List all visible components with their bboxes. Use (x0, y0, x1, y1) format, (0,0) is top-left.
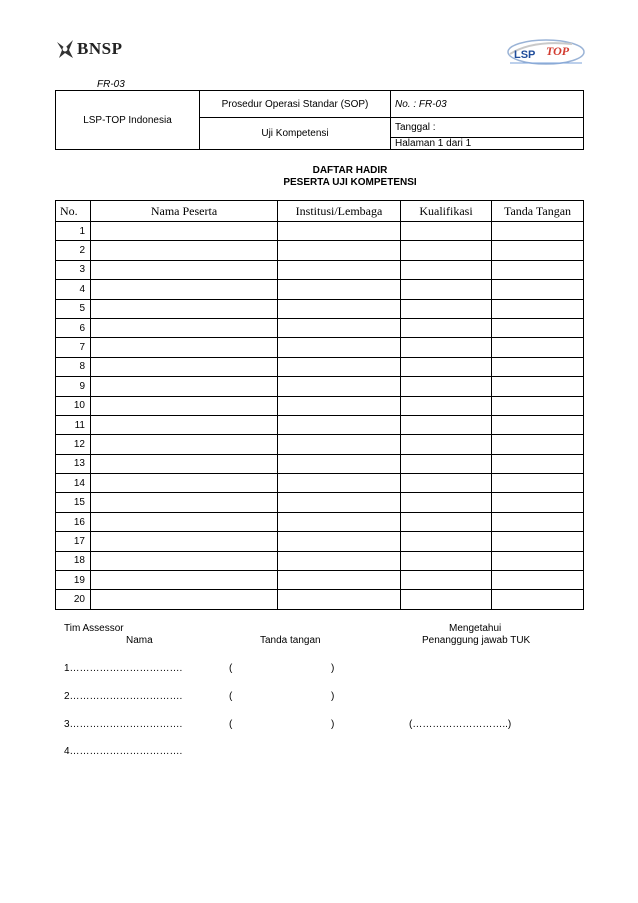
row-number: 5 (56, 299, 91, 318)
table-row (56, 357, 584, 376)
assessor-3-open: ( (229, 719, 233, 730)
cell-nama[interactable] (91, 280, 278, 299)
cell-institusi[interactable] (278, 222, 401, 241)
cell-institusi[interactable] (278, 590, 401, 609)
cell-kualifikasi[interactable] (401, 571, 492, 590)
table-row (56, 241, 584, 260)
cell-nama[interactable] (91, 241, 278, 260)
cell-tanda-tangan[interactable] (492, 551, 584, 570)
table-row (56, 222, 584, 241)
cell-tanda-tangan[interactable] (492, 338, 584, 357)
cell-nama[interactable] (91, 474, 278, 493)
cell-tanda-tangan[interactable] (492, 396, 584, 415)
cell-institusi[interactable] (278, 299, 401, 318)
cell-kualifikasi[interactable] (401, 338, 492, 357)
cell-kualifikasi[interactable] (401, 474, 492, 493)
cell-institusi[interactable] (278, 551, 401, 570)
table-row (56, 435, 584, 454)
cell-kualifikasi[interactable] (401, 532, 492, 551)
cell-institusi[interactable] (278, 415, 401, 434)
cell-institusi[interactable] (278, 241, 401, 260)
cell-tanda-tangan[interactable] (492, 512, 584, 531)
row-number: 17 (56, 532, 91, 551)
table-row (56, 551, 584, 570)
cell-kualifikasi[interactable] (401, 299, 492, 318)
tim-assessor-label: Tim Assessor (64, 623, 124, 634)
halaman-label: Halaman 1 dari 1 (391, 138, 584, 150)
mengetahui-label: Mengetahui (449, 623, 502, 634)
row-number: 2 (56, 241, 91, 260)
form-code: FR-03 (97, 79, 125, 90)
col-institusi: Institusi/Lembaga (278, 201, 401, 222)
cell-nama[interactable] (91, 318, 278, 337)
top-logo-text: TOP (546, 44, 570, 58)
cell-kualifikasi[interactable] (401, 396, 492, 415)
cell-kualifikasi[interactable] (401, 512, 492, 531)
cell-nama[interactable] (91, 260, 278, 279)
table-row (56, 493, 584, 512)
table-row (56, 415, 584, 434)
cell-institusi[interactable] (278, 532, 401, 551)
lsp-top-logo (502, 36, 586, 68)
row-number: 8 (56, 357, 91, 376)
cell-institusi[interactable] (278, 493, 401, 512)
cell-tanda-tangan[interactable] (492, 435, 584, 454)
row-number: 20 (56, 590, 91, 609)
subject-label: Uji Kompetensi (200, 118, 391, 150)
tanda-tangan-label: Tanda tangan (260, 635, 321, 646)
row-number: 3 (56, 260, 91, 279)
cell-nama[interactable] (91, 357, 278, 376)
row-number: 4 (56, 280, 91, 299)
cell-institusi[interactable] (278, 435, 401, 454)
cell-nama[interactable] (91, 493, 278, 512)
assessor-3-name: 3……………………………. (64, 719, 183, 730)
cell-tanda-tangan[interactable] (492, 318, 584, 337)
cell-institusi[interactable] (278, 474, 401, 493)
table-row (56, 260, 584, 279)
cell-nama[interactable] (91, 571, 278, 590)
cell-institusi[interactable] (278, 260, 401, 279)
cell-nama[interactable] (91, 532, 278, 551)
sop-label: Prosedur Operasi Standar (SOP) (200, 91, 391, 118)
assessor-3-close: ) (331, 719, 335, 730)
assessor-1-close: ) (331, 663, 335, 674)
row-number: 18 (56, 551, 91, 570)
row-number: 6 (56, 318, 91, 337)
assessor-1-name: 1……………………………. (64, 663, 183, 674)
cell-tanda-tangan[interactable] (492, 299, 584, 318)
cell-institusi[interactable] (278, 357, 401, 376)
assessor-2-close: ) (331, 691, 335, 702)
cell-kualifikasi[interactable] (401, 493, 492, 512)
title-line-1: DAFTAR HADIR (312, 165, 388, 176)
table-row (56, 571, 584, 590)
cell-nama[interactable] (91, 551, 278, 570)
cell-nama[interactable] (91, 435, 278, 454)
table-row (56, 299, 584, 318)
cell-tanda-tangan[interactable] (492, 415, 584, 434)
row-number: 15 (56, 493, 91, 512)
table-row (56, 512, 584, 531)
cell-institusi[interactable] (278, 454, 401, 473)
table-row (56, 280, 584, 299)
row-number: 13 (56, 454, 91, 473)
nama-label: Nama (126, 635, 153, 646)
row-number: 14 (56, 474, 91, 493)
cell-tanda-tangan[interactable] (492, 241, 584, 260)
cell-nama[interactable] (91, 454, 278, 473)
org-name: LSP-TOP Indonesia (56, 91, 200, 150)
cell-nama[interactable] (91, 396, 278, 415)
cell-tanda-tangan[interactable] (492, 532, 584, 551)
cell-kualifikasi[interactable] (401, 377, 492, 396)
table-row (56, 396, 584, 415)
cell-tanda-tangan[interactable] (492, 377, 584, 396)
attendance-table (55, 200, 584, 610)
assessor-1-open: ( (229, 663, 233, 674)
header-table (55, 90, 584, 150)
cell-tanda-tangan[interactable] (492, 280, 584, 299)
cell-institusi[interactable] (278, 377, 401, 396)
row-number: 1 (56, 222, 91, 241)
table-header-row (56, 201, 584, 222)
table-row (56, 590, 584, 609)
row-number: 9 (56, 377, 91, 396)
tuk-signature-line: (………………………..) (409, 719, 512, 730)
cell-institusi[interactable] (278, 396, 401, 415)
table-row (56, 454, 584, 473)
cell-tanda-tangan[interactable] (492, 357, 584, 376)
table-row (56, 377, 584, 396)
table-row (56, 318, 584, 337)
cell-institusi[interactable] (278, 318, 401, 337)
row-number: 10 (56, 396, 91, 415)
cell-kualifikasi[interactable] (401, 454, 492, 473)
cell-nama[interactable] (91, 338, 278, 357)
cell-tanda-tangan[interactable] (492, 260, 584, 279)
tanggal-label: Tanggal : (391, 118, 584, 138)
cell-tanda-tangan[interactable] (492, 590, 584, 609)
cell-institusi[interactable] (278, 280, 401, 299)
cell-kualifikasi[interactable] (401, 318, 492, 337)
bnsp-logo-text: BNSP (77, 39, 123, 58)
col-tanda-tangan: Tanda Tangan (492, 201, 584, 222)
cell-nama[interactable] (91, 299, 278, 318)
cell-nama[interactable] (91, 415, 278, 434)
cell-kualifikasi[interactable] (401, 551, 492, 570)
cell-nama[interactable] (91, 222, 278, 241)
cell-nama[interactable] (91, 590, 278, 609)
cell-tanda-tangan[interactable] (492, 493, 584, 512)
lsp-logo-text: LSP (514, 49, 536, 61)
row-number: 7 (56, 338, 91, 357)
cell-kualifikasi[interactable] (401, 222, 492, 241)
cell-tanda-tangan[interactable] (492, 454, 584, 473)
assessor-2-name: 2……………………………. (64, 691, 183, 702)
assessor-2-open: ( (229, 691, 233, 702)
cell-tanda-tangan[interactable] (492, 571, 584, 590)
table-row (56, 532, 584, 551)
cell-tanda-tangan[interactable] (492, 474, 584, 493)
row-number: 12 (56, 435, 91, 454)
cell-kualifikasi[interactable] (401, 241, 492, 260)
row-number: 16 (56, 512, 91, 531)
doc-number: No. : FR-03 (391, 91, 584, 118)
cell-nama[interactable] (91, 512, 278, 531)
row-number: 19 (56, 571, 91, 590)
penanggung-jawab-label: Penanggung jawab TUK (422, 635, 531, 646)
cell-institusi[interactable] (278, 512, 401, 531)
cell-institusi[interactable] (278, 571, 401, 590)
cell-kualifikasi[interactable] (401, 590, 492, 609)
garuda-icon (55, 38, 75, 60)
col-no: No. (56, 201, 91, 222)
cell-nama[interactable] (91, 377, 278, 396)
cell-tanda-tangan[interactable] (492, 222, 584, 241)
bnsp-logo (55, 37, 135, 61)
table-row (56, 338, 584, 357)
cell-kualifikasi[interactable] (401, 435, 492, 454)
cell-kualifikasi[interactable] (401, 280, 492, 299)
cell-kualifikasi[interactable] (401, 260, 492, 279)
cell-kualifikasi[interactable] (401, 415, 492, 434)
table-row (56, 474, 584, 493)
assessor-4-name: 4……………………………. (64, 746, 183, 757)
title-line-2: PESERTA UJI KOMPETENSI (283, 177, 417, 188)
cell-institusi[interactable] (278, 338, 401, 357)
col-kualifikasi: Kualifikasi (401, 201, 492, 222)
row-number: 11 (56, 415, 91, 434)
cell-kualifikasi[interactable] (401, 357, 492, 376)
col-nama: Nama Peserta (91, 201, 278, 222)
